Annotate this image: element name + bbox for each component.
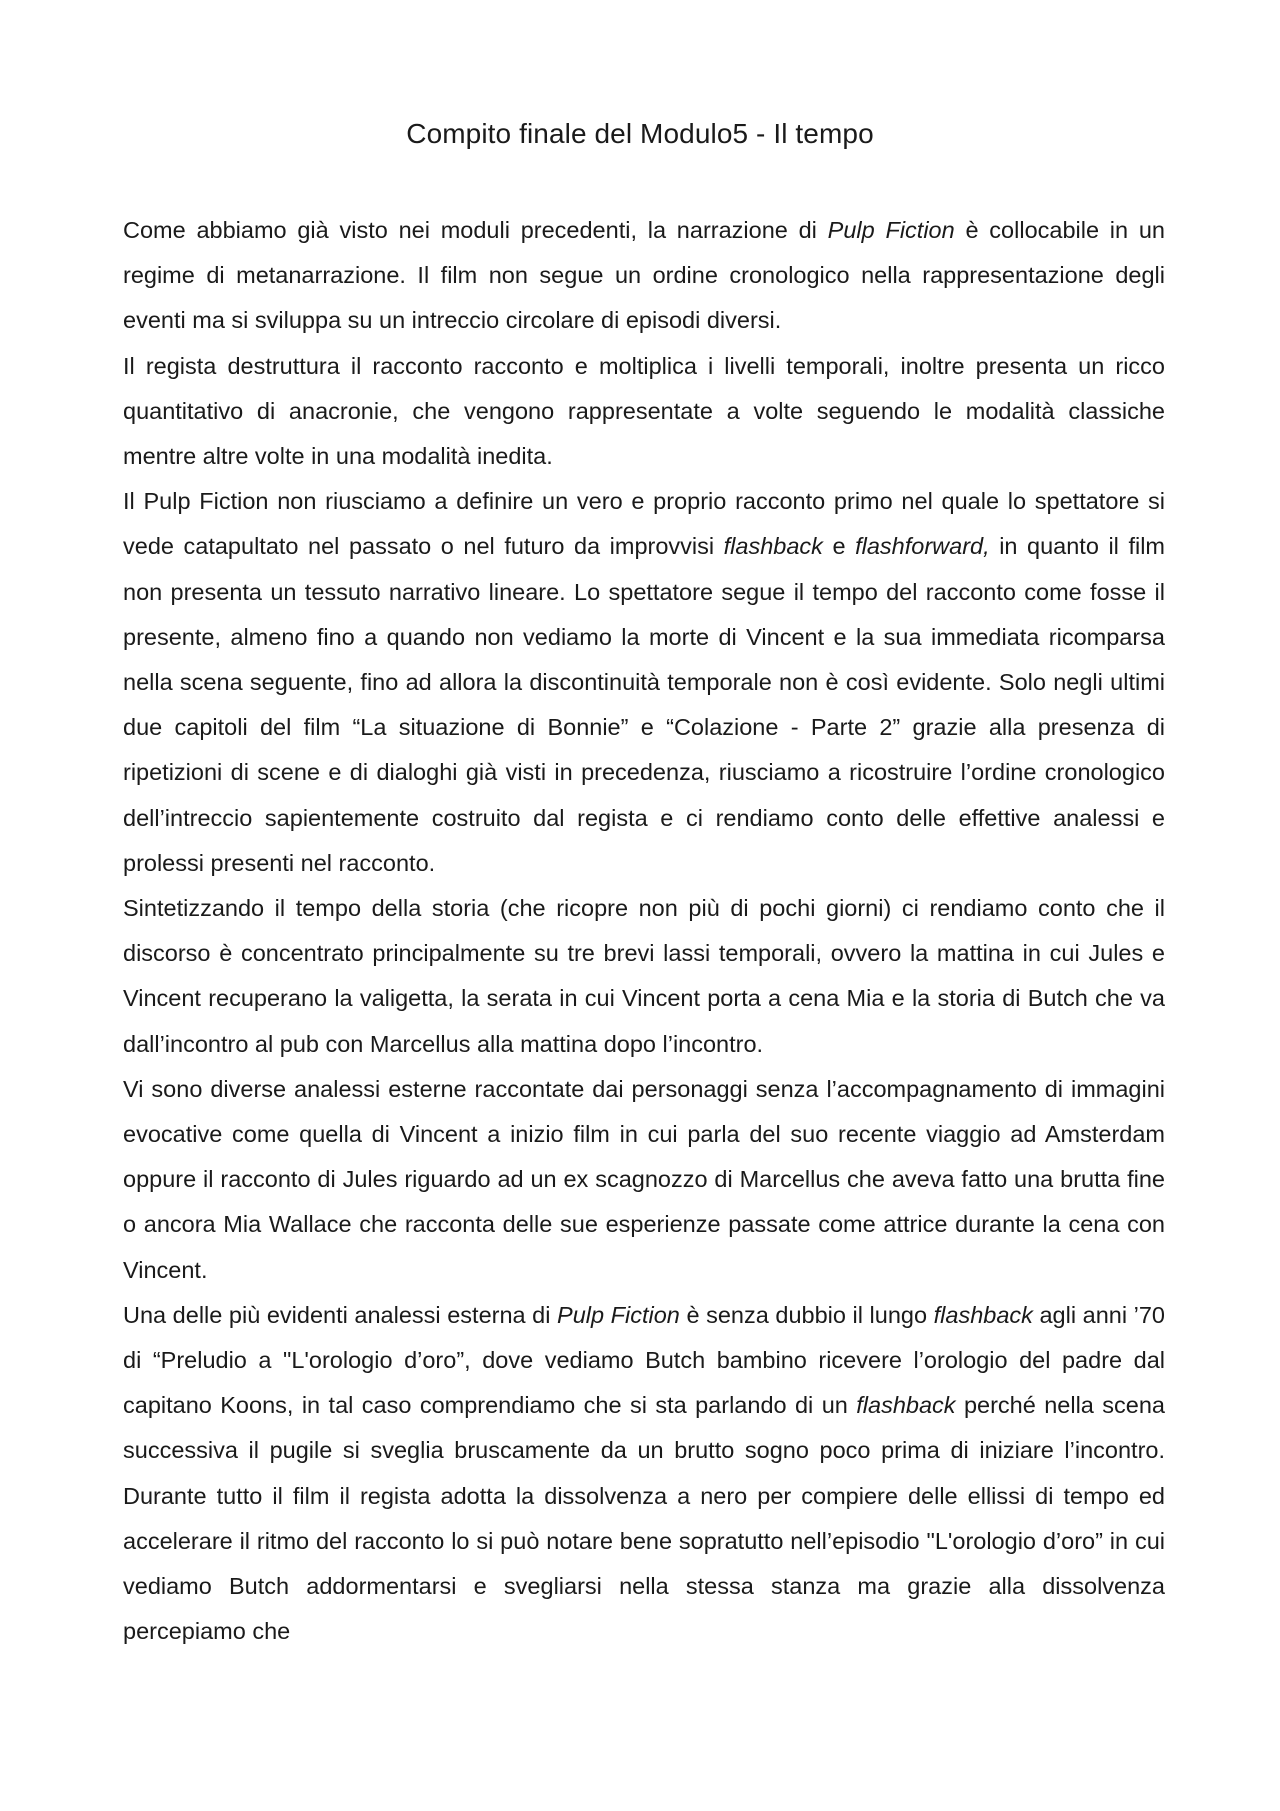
text-run: Il Pulp Fiction non riusciamo a definire un vero e proprio racconto primo nel quale lo spettatore si vede catapultato nel passato o nel futuro da improvvisi: [123, 488, 1165, 560]
italic-text-run: flashback: [723, 533, 823, 560]
text-run: perché nella scena successiva il pugile si sveglia bruscamente da un brutto sogno poco prima di iniziare l’incontro. Durante tutto il film il regista adotta la dissolvenza a nero per compiere delle ellissi di tempo ed accelerare il ritmo del racconto lo si può notare bene sopratutto nell’episodio "L'orologio d’oro” in cui vediamo Butch addormentarsi e svegliarsi nella stessa stanza ma grazie alla dissolvenza percepiamo che: [123, 1392, 1165, 1645]
text-run: Come abbiamo già visto nei moduli precedenti, la narrazione di: [123, 217, 828, 243]
paragraph: [123, 479, 1165, 886]
text-run: Una delle più evidenti analessi esterna di: [123, 1301, 558, 1328]
italic-text-run: flashforward,: [855, 533, 990, 560]
paragraph: [123, 886, 1165, 1067]
text-run: in quanto il film non presenta un tessuto narrativo lineare. Lo spettatore segue il tempo del racconto come fosse il presente, almeno fino a quando non vediamo la morte di Vincent e la sua immediata ricomparsa nella scena seguente, fino ad allora la discontinuità temporale non è così evidente. Solo negli ultimi due capitoli del film “La situazione di Bonnie” e “Colazione - Parte 2” grazie alla presenza di ripetizioni di scene e di dialoghi già visti in precedenza, riusciamo a ricostruire l’ordine cronologico dell’intreccio sapientemente costruito dal regista e ci rendiamo conto delle effettive analessi e prolessi presenti nel racconto.: [123, 533, 1165, 876]
text-run: Il regista destruttura il racconto racconto e moltiplica i livelli temporali, inoltre presenta un ricco quantitativo di anacronie, che vengono rappresentate a volte seguendo le modalità classiche mentre altre volte in una modalità inedita.: [123, 352, 1165, 470]
italic-text-run: flashback: [933, 1301, 1033, 1328]
italic-text-run: Pulp Fiction: [557, 1301, 680, 1328]
document-body: [123, 208, 1165, 1655]
paragraph: [123, 208, 1165, 344]
text-run: Sintetizzando il tempo della storia (che ricopre non più di pochi giorni) ci rendiamo conto che il discorso è concentrato principalmente su tre brevi lassi temporali, ovvero la mattina in cui Jules e Vincent recuperano la valigetta, la serata in cui Vincent porta a cena Mia e la storia di Butch che va dall’incontro al pub con Marcellus alla mattina dopo l’incontro.: [123, 895, 1165, 1057]
italic-text-run: flashback: [856, 1392, 956, 1419]
text-run: agli anni ’70 di “Preludio a "L'orologio d’oro”, dove vediamo Butch bambino ricevere l’orologio del padre dal capitano Koons, in tal caso comprendiamo che si sta parlando di un: [123, 1301, 1166, 1419]
document-title: Compito finale del Modulo5 - Il tempo: [406, 118, 874, 149]
text-run: Vi sono diverse analessi esterne raccontate dai personaggi senza l’accompagnamento di immagini evocative come quella di Vincent a inizio film in cui parla del suo recente viaggio ad Amsterdam oppure il racconto di Jules riguardo ad un ex scagnozzo di Marcellus che aveva fatto una brutta fine o ancora Mia Wallace che racconta delle sue esperienze passate come attrice durante la cena con Vincent.: [123, 1075, 1165, 1283]
paragraph: [123, 1293, 1165, 1655]
italic-text-run: Pulp Fiction: [827, 217, 955, 243]
text-run: e: [822, 533, 856, 560]
paragraph: [123, 344, 1165, 480]
paragraph: [123, 1067, 1165, 1293]
text-run: è collocabile in un regime di metanarrazione. Il film non segue un ordine cronologico nella rappresentazione degli eventi ma si sviluppa su un intreccio circolare di episodi diversi.: [123, 217, 1166, 334]
text-run: è senza dubbio il lungo: [679, 1301, 934, 1328]
